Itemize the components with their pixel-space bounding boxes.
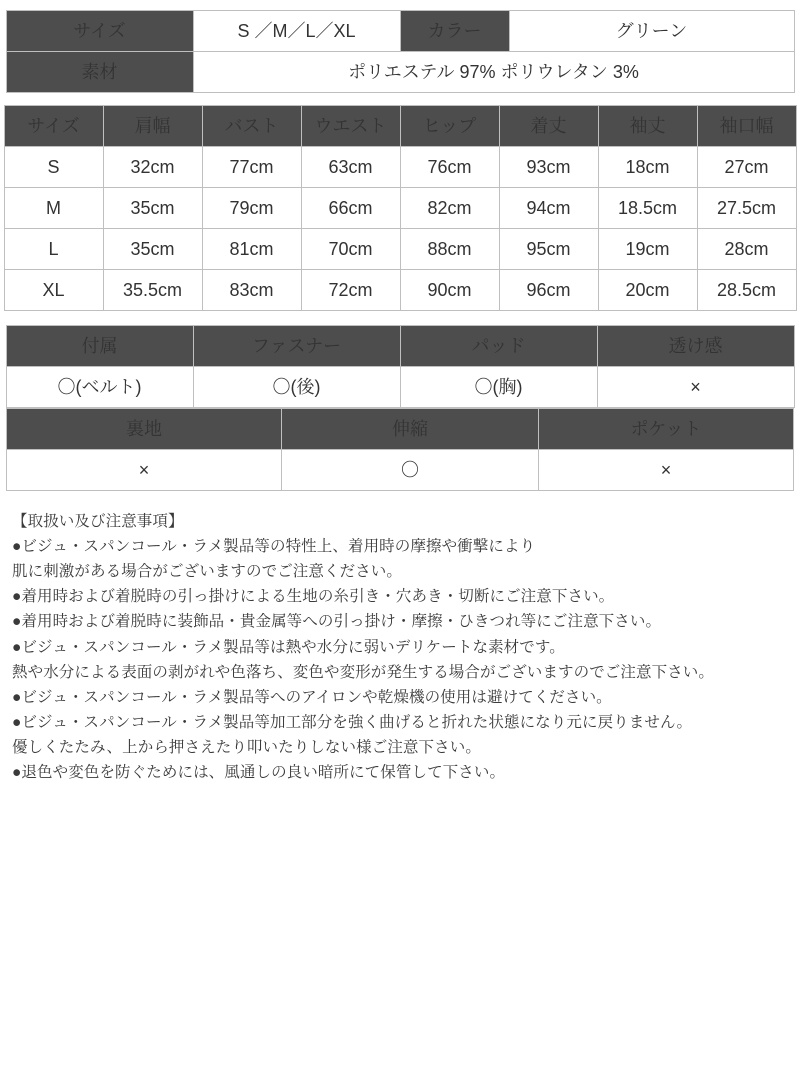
size-cell: 18.5cm (598, 188, 697, 229)
care-note-line: ●ビジュ・スパンコール・ラメ製品等の特性上、着用時の摩擦や衝撃により (12, 538, 536, 556)
care-note-line: 熱や水分による表面の剥がれや色落ち、変色や変形が発生する場合がございますのでご注意下さい。 (12, 663, 715, 681)
care-note-line: ●着用時および着脱時に装飾品・貴金属等への引っ掛け・摩擦・ひきつれ等にご注意下さい。 (12, 613, 662, 631)
spec-table (6, 10, 795, 93)
size-col-header: バスト (202, 106, 301, 147)
size-cell: 95cm (499, 229, 598, 270)
size-cell: 76cm (400, 147, 499, 188)
size-cell: 35cm (103, 188, 202, 229)
attr-value-accessory: 〇(ベルト) (6, 367, 193, 408)
size-cell: 72cm (301, 270, 400, 311)
attributes-table-1 (6, 325, 795, 408)
spec-label-size: サイズ (6, 11, 193, 52)
attr-header-pocket: ポケット (539, 409, 794, 450)
size-table (4, 105, 797, 311)
size-cell: 63cm (301, 147, 400, 188)
product-spec-page (0, 10, 800, 1077)
attr-value-pad: 〇(胸) (400, 367, 597, 408)
size-cell: L (4, 229, 103, 270)
table-header-row (4, 106, 796, 147)
attr-header-pad: パッド (400, 326, 597, 367)
attr-value-zipper: 〇(後) (193, 367, 400, 408)
size-cell: 28cm (697, 229, 796, 270)
care-notes-title: 【取扱い及び注意事項】 (12, 513, 184, 530)
size-cell: 20cm (598, 270, 697, 311)
care-note-line: 優しくたたみ、上から押さえたり叩いたりしない様ご注意下さい。 (12, 738, 481, 756)
size-cell: 77cm (202, 147, 301, 188)
table-row (6, 367, 794, 408)
care-note-line: ●ビジュ・スパンコール・ラメ製品等は熱や水分に弱いデリケートな素材です。 (12, 638, 565, 656)
table-row (6, 52, 794, 93)
size-cell: M (4, 188, 103, 229)
spec-value-color: グリーン (509, 11, 794, 52)
size-cell: XL (4, 270, 103, 311)
attr-header-zipper: ファスナー (193, 326, 400, 367)
size-cell: 79cm (202, 188, 301, 229)
table-row (4, 188, 796, 229)
attr-header-accessory: 付属 (6, 326, 193, 367)
spec-label-material: 素材 (6, 52, 193, 93)
size-cell: 27cm (697, 147, 796, 188)
spec-label-color: カラー (400, 11, 509, 52)
table-row (7, 450, 794, 491)
size-cell: 93cm (499, 147, 598, 188)
size-col-header: 袖丈 (598, 106, 697, 147)
spec-value-material: ポリエステル 97% ポリウレタン 3% (193, 52, 794, 93)
table-row (6, 11, 794, 52)
care-note-line: ●着用時および着脱時の引っ掛けによる生地の糸引き・穴あき・切断にご注意下さい。 (12, 588, 615, 606)
table-row (4, 270, 796, 311)
care-note-line: ●退色や変色を防ぐためには、風通しの良い暗所にて保管して下さい。 (12, 764, 506, 782)
size-col-header: 着丈 (499, 106, 598, 147)
size-col-header: 肩幅 (103, 106, 202, 147)
attr-value-stretch: 〇 (282, 450, 539, 491)
size-cell: 83cm (202, 270, 301, 311)
size-cell: 96cm (499, 270, 598, 311)
size-cell: 81cm (202, 229, 301, 270)
spec-value-size: S ／M／L／XL (193, 11, 400, 52)
size-cell: 82cm (400, 188, 499, 229)
size-col-header: 袖口幅 (697, 106, 796, 147)
care-notes (12, 509, 800, 785)
size-cell: S (4, 147, 103, 188)
attr-value-pocket: × (539, 450, 794, 491)
size-cell: 27.5cm (697, 188, 796, 229)
attr-value-sheerness: × (597, 367, 794, 408)
size-cell: 88cm (400, 229, 499, 270)
care-note-line: 肌に刺激がある場合がございますのでご注意ください。 (12, 563, 403, 581)
size-cell: 28.5cm (697, 270, 796, 311)
size-col-header: サイズ (4, 106, 103, 147)
size-cell: 32cm (103, 147, 202, 188)
size-cell: 66cm (301, 188, 400, 229)
size-cell: 70cm (301, 229, 400, 270)
attr-header-stretch: 伸縮 (282, 409, 539, 450)
size-cell: 90cm (400, 270, 499, 311)
attr-header-lining: 裏地 (7, 409, 282, 450)
table-row (4, 147, 796, 188)
attr-header-sheerness: 透け感 (597, 326, 794, 367)
size-cell: 35cm (103, 229, 202, 270)
size-col-header: ウエスト (301, 106, 400, 147)
attributes-table-2 (6, 408, 794, 491)
table-header-row (6, 326, 794, 367)
size-cell: 35.5cm (103, 270, 202, 311)
size-cell: 19cm (598, 229, 697, 270)
size-cell: 18cm (598, 147, 697, 188)
size-col-header: ヒップ (400, 106, 499, 147)
table-header-row (7, 409, 794, 450)
table-row (4, 229, 796, 270)
care-note-line: ●ビジュ・スパンコール・ラメ製品等加工部分を強く曲げると折れた状態になり元に戻りません。 (12, 713, 693, 731)
attr-value-lining: × (7, 450, 282, 491)
size-cell: 94cm (499, 188, 598, 229)
care-note-line: ●ビジュ・スパンコール・ラメ製品等へのアイロンや乾燥機の使用は避けてください。 (12, 688, 612, 706)
